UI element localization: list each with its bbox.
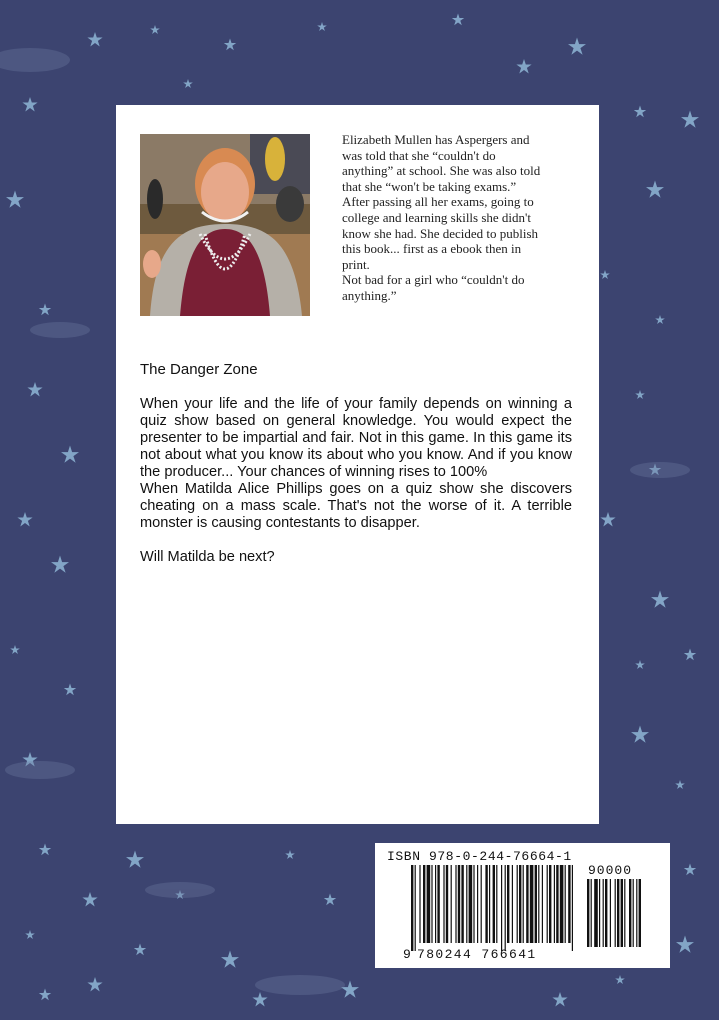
bio-line: college and learning skills she didn't xyxy=(342,209,531,225)
bio-line: was told that she “couldn't do xyxy=(342,147,496,163)
book-blurb xyxy=(140,396,572,566)
book-title: The Danger Zone xyxy=(140,361,258,378)
blurb-paragraph: When Matilda Alice Phillips goes on a quiz show she discovers cheating on a mass scale. That's not the worse of it. A terrible monster is causing contestants to disapper. xyxy=(140,481,572,531)
bio-line: After passing all her exams, going to xyxy=(342,194,534,210)
bio-line: print. xyxy=(342,256,370,272)
bio-line: this book... first as a ebook then in xyxy=(342,241,522,257)
author-bio xyxy=(342,132,582,304)
bio-line: that she “won't be taking exams.” xyxy=(342,178,517,194)
blurb-question: Will Matilda be next? xyxy=(140,549,275,565)
blurb-paragraph: When your life and the life of your family depends on winning a quiz show based on general knowledge. You would expect the presenter to be impartial and fair. Not in this game. In this game its not about what you know its about who you know. And if you know the producer... Your chances of winning rises to 100% xyxy=(140,396,572,480)
bio-line: Not bad for a girl who “couldn't do xyxy=(342,272,525,288)
bio-line: anything.” xyxy=(342,287,397,303)
isbn-label: ISBN 978-0-244-76664-1 xyxy=(387,849,572,864)
isbn-barcode xyxy=(375,843,670,968)
back-cover-panel xyxy=(116,105,599,824)
barcode-digits: 780244 766641 xyxy=(417,947,537,962)
barcode-first-digit: 9 xyxy=(403,947,411,962)
bio-line: anything” at school. She was also told xyxy=(342,163,541,179)
bio-line: know she had. She decided to publish xyxy=(342,225,539,241)
bio-line: Elizabeth Mullen has Aspergers and xyxy=(342,132,530,147)
author-photo xyxy=(140,134,310,316)
price-code: 90000 xyxy=(588,863,633,878)
